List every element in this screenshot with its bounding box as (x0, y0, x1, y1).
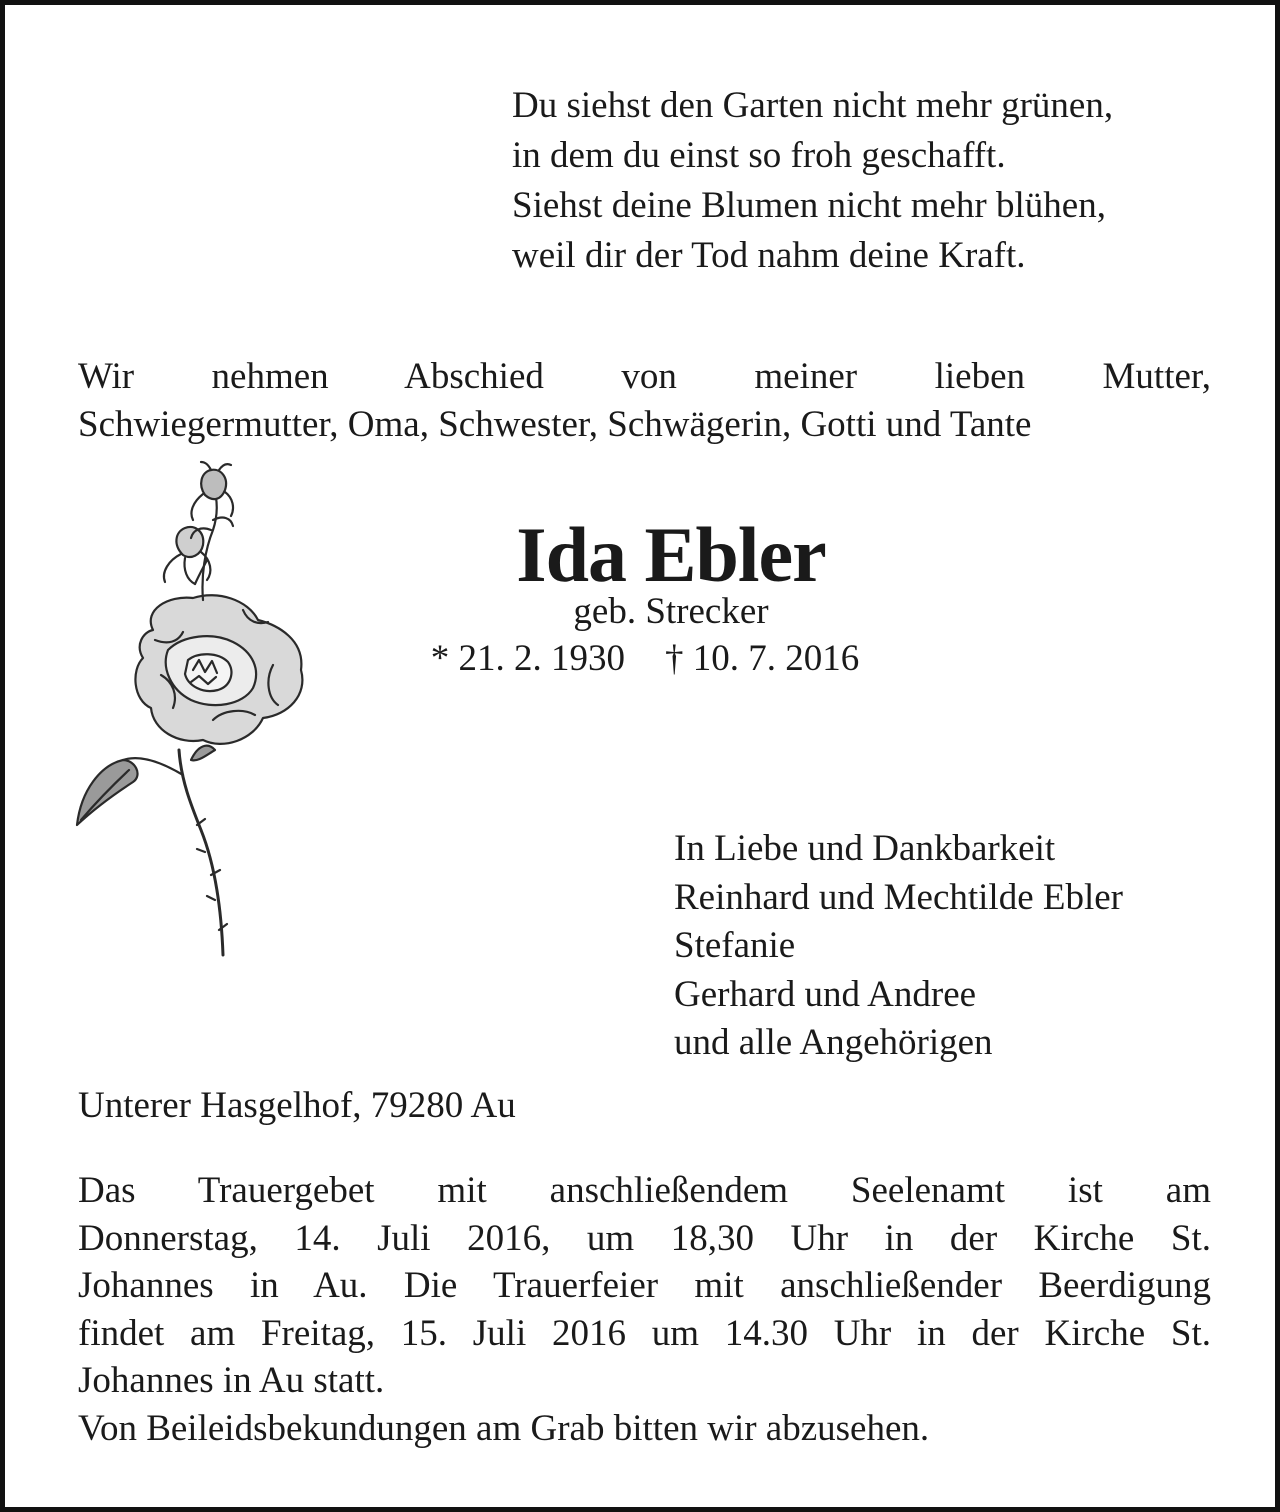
maiden-name: geb. Strecker (573, 591, 769, 632)
death-date: † 10. 7. 2016 (665, 638, 860, 679)
intro-line: Wir nehmen Abschied von meiner lieben Mutter, (78, 356, 1211, 397)
deceased-name: Ida Ebler (516, 511, 826, 598)
birth-date: * 21. 2. 1930 (430, 638, 625, 679)
address: Unterer Hasgelhof, 79280 Au (78, 1085, 516, 1126)
service-line: Donnerstag, 14. Juli 2016, um 18,30 Uhr in der Kirche St. (78, 1217, 1211, 1259)
service-line: Johannes in Au. Die Trauerfeier mit anschließender Beerdigung (78, 1265, 1211, 1306)
mourner-line: Stefanie (674, 925, 796, 966)
poem-line: Siehst deine Blumen nicht mehr blühen, (512, 185, 1106, 226)
mourners-list (674, 825, 1123, 1068)
poem-line: Du siehst den Garten nicht mehr grünen, (512, 85, 1114, 126)
life-dates (305, 637, 985, 681)
farewell-intro (78, 353, 1211, 449)
poem-line: in dem du einst so froh geschafft. (512, 135, 1006, 176)
service-line: findet am Freitag, 15. Juli 2016 um 14.30 Uhr in der Kirche St. (78, 1312, 1211, 1354)
service-details (78, 1167, 1211, 1452)
mourner-line: und alle Angehörigen (674, 1022, 993, 1063)
service-line: Das Trauergebet mit anschließendem Seelenamt ist am (78, 1170, 1211, 1211)
poem (512, 81, 1113, 281)
intro-line: Schwiegermutter, Oma, Schwester, Schwägerin, Gotti und Tante (78, 404, 1032, 445)
mourner-line: Reinhard und Mechtilde Ebler (674, 876, 1124, 918)
service-line: Von Beileidsbekundungen am Grab bitten wir abzusehen. (78, 1407, 930, 1449)
service-line: Johannes in Au statt. (78, 1360, 385, 1401)
poem-line: weil dir der Tod nahm deine Kraft. (512, 235, 1026, 276)
mourner-line: In Liebe und Dankbarkeit (674, 828, 1056, 869)
rose-icon (73, 460, 309, 965)
mourner-line: Gerhard und Andree (674, 973, 977, 1015)
